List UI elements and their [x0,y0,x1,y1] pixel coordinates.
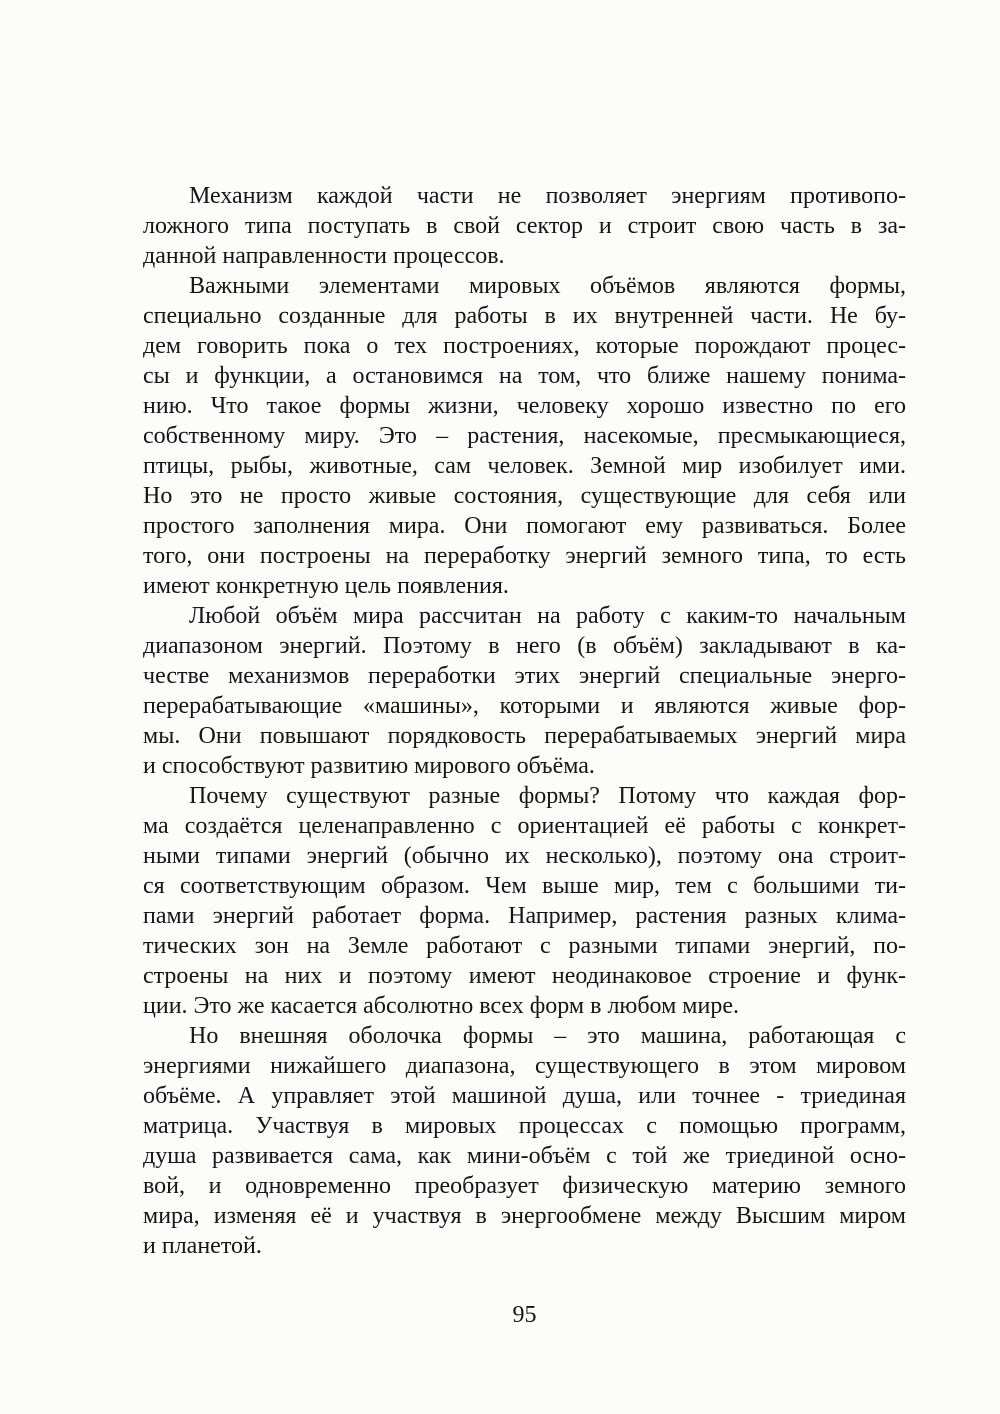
text-line: ся соответствующим образом. Чем выше мир, тем с большими ти- [143,873,906,899]
text-line: Механизм каждой части не позволяет энергиям противопо- [189,183,906,209]
text-line: ма создаётся целенаправленно с ориентацией её работы с конкрет- [143,813,906,839]
text-line: объёме. А управляет этой машиной душа, или точнее - триединая [143,1083,906,1109]
text-line: матрица. Участвуя в мировых процессах с помощью программ, [143,1113,906,1139]
paragraph [143,601,906,781]
page-text [143,181,906,1261]
text-line: и способствуют развитию мирового объёма. [143,753,595,779]
text-line: Но это не просто живые состояния, существующие для себя или [143,483,906,509]
text-line: перерабатывающие «машины», которыми и являются живые фор- [143,693,906,719]
page-number: 95 [512,1302,537,1328]
text-line: душа развивается сама, как мини-объём с той же триединой осно- [143,1143,906,1169]
paragraph [143,271,906,601]
text-line: мы. Они повышают порядковость перерабатываемых энергий мира [143,723,906,749]
text-line: птицы, рыбы, животные, сам человек. Земной мир изобилует ими. [143,453,906,479]
text-line: Любой объём мира рассчитан на работу с каким-то начальным [189,603,906,629]
text-line: ными типами энергий (обычно их несколько), поэтому она строит- [143,843,906,869]
text-line: простого заполнения мира. Они помогают ему развиваться. Более [143,513,906,539]
paragraph [143,781,906,1021]
text-line: Но внешняя оболочка формы – это машина, работающая с [189,1023,906,1049]
paragraph [143,181,906,271]
text-line: строены на них и поэтому имеют неодинаковое строение и функ- [143,963,906,989]
text-line: пами энергий работает форма. Например, растения разных клима- [143,903,906,929]
text-line: мира, изменяя её и участвуя в энергообмене между Высшим миром [143,1203,906,1229]
text-line: того, они построены на переработку энергий земного типа, то есть [143,543,906,569]
text-line: дем говорить пока о тех построениях, которые порождают процес- [143,333,906,359]
text-line: специально созданные для работы в их внутренней части. Не бу- [143,303,906,329]
text-line: честве механизмов переработки этих энергий специальные энерго- [143,663,906,689]
text-line: Почему существуют разные формы? Потому что каждая фор- [189,783,906,809]
text-line: диапазоном энергий. Поэтому в него (в объём) закладывают в ка- [143,633,906,659]
text-line: Важными элементами мировых объёмов являются формы, [189,273,906,299]
text-line: ции. Это же касается абсолютно всех форм в любом мире. [143,993,739,1019]
text-line: вой, и одновременно преобразует физическую материю земного [143,1173,906,1199]
text-line: сы и функции, а остановимся на том, что ближе нашему понима- [143,363,906,389]
paragraph [143,1021,906,1261]
text-line: собственному миру. Это – растения, насекомые, пресмыкающиеся, [143,423,906,449]
text-line: энергиями нижайшего диапазона, существующего в этом мировом [143,1053,906,1079]
text-line: и планетой. [143,1233,262,1259]
text-line: данной направленности процессов. [143,243,505,269]
text-line: ложного типа поступать в свой сектор и строит свою часть в за- [143,213,906,239]
text-line: тических зон на Земле работают с разными типами энергий, по- [143,933,906,959]
text-line: нию. Что такое формы жизни, человеку хорошо известно по его [143,393,906,419]
text-line: имеют конкретную цель появления. [143,573,509,599]
